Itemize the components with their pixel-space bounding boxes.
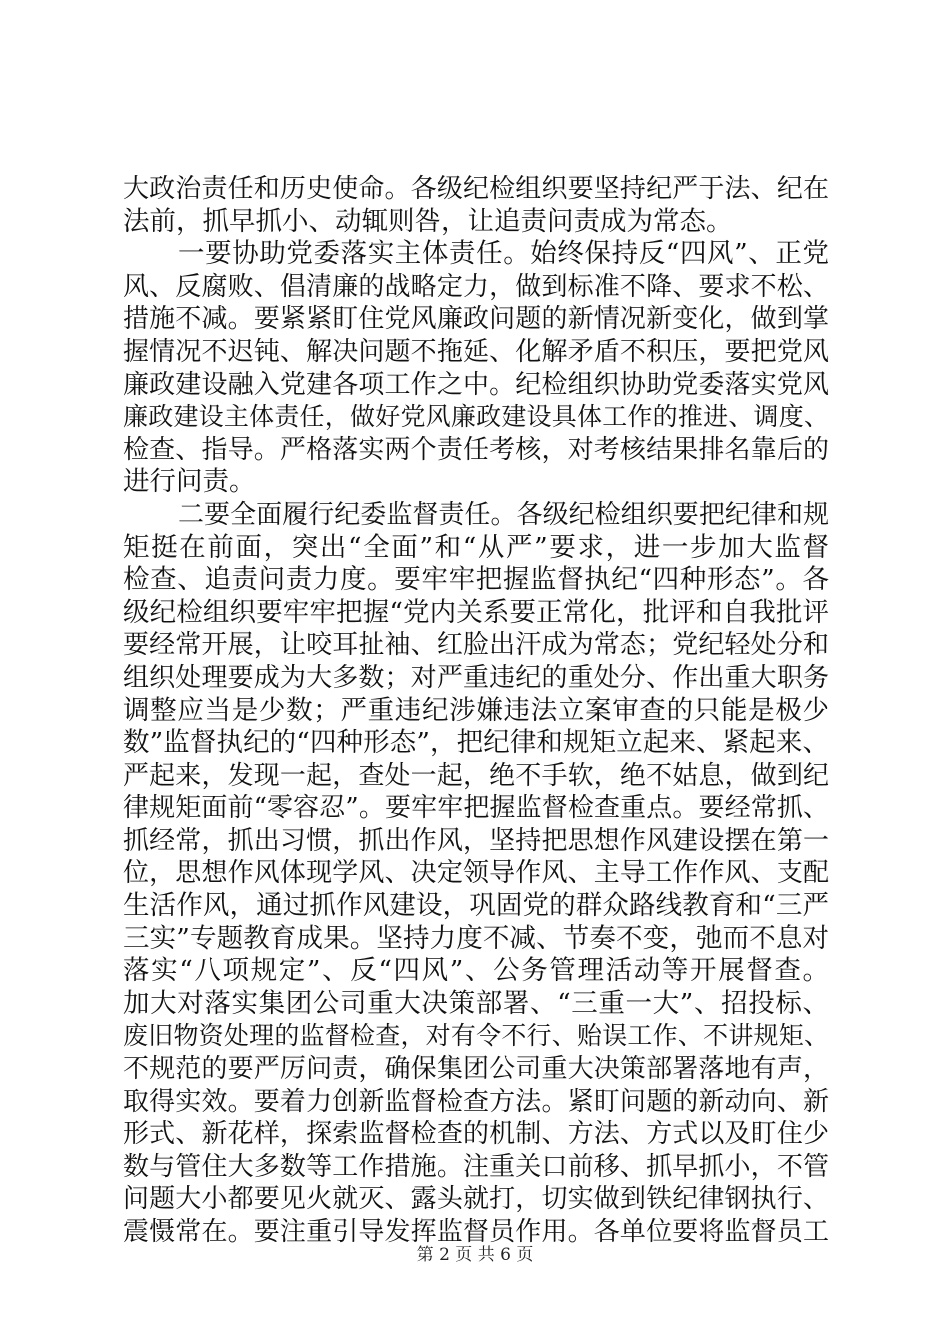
text-line: 组织处理要成为大多数；对严重违纪的重处分、作出重大职务: [123, 662, 829, 693]
text-line: 三实”专题教育成果。坚持力度不减、节奏不变，弛而不息对: [123, 922, 829, 954]
text-line: 位，思想作风体现学风、决定领导作风、主导工作作风、支配: [123, 858, 829, 889]
text-line: 二要全面履行纪委监督责任。各级纪检组织要把纪律和规: [178, 499, 829, 530]
text-line: 调整应当是少数；严重违纪涉嫌违法立案审查的只能是极少: [123, 694, 829, 726]
text-line: 检查、追责问责力度。要牢牢把握监督执纪“四种形态”。各: [123, 564, 829, 596]
text-line: 握情况不迟钝、解决问题不拖延、化解矛盾不积压，要把党风: [123, 336, 829, 367]
text-line: 问题大小都要见火就灭、露头就打，切实做到铁纪律钢执行、: [123, 1184, 829, 1215]
text-line: 律规矩面前“零容忍”。要牢牢把握监督检查重点。要经常抓、: [123, 793, 829, 824]
text-line: 法前，抓早抓小、动辄则咎，让追责问责成为常态。: [123, 205, 733, 237]
text-line: 矩挺在前面，突出“全面”和“从严”要求，进一步加大监督: [123, 531, 829, 563]
text-line: 废旧物资处理的监督检查，对有令不行、贻误工作、不讲规矩、: [123, 1021, 829, 1051]
text-line: 廉政建设主体责任，做好党风廉政建设具体工作的推进、调度、: [123, 402, 829, 432]
text-line: 数”监督执纪的“四种形态”，把纪律和规矩立起来、紧起来、: [123, 727, 829, 759]
text-line: 震慑常在。要注重引导发挥监督员作用。各单位要将监督员工: [123, 1217, 829, 1247]
page-number-footer: 第 2 页 共 6 页: [416, 1245, 534, 1265]
text-line: 不规范的要严厉问责，确保集团公司重大决策部署落地有声，: [123, 1054, 829, 1085]
text-line: 取得实效。要着力创新监督检查方法。紧盯问题的新动向、新: [123, 1086, 829, 1117]
text-line: 措施不减。要紧紧盯住党风廉政问题的新情况新变化，做到掌: [123, 304, 829, 335]
text-line: 廉政建设融入党建各项工作之中。纪检组织协助党委落实党风: [123, 369, 829, 400]
text-line: 检查、指导。严格落实两个责任考核，对考核结果排名靠后的: [123, 434, 829, 465]
body-text: [123, 173, 829, 1249]
text-line: 严起来，发现一起，查处一起，绝不手软，绝不姑息，做到纪: [123, 760, 829, 791]
text-line: 要经常开展，让咬耳扯袖、红脸出汗成为常态；党纪轻处分和: [123, 630, 829, 661]
text-line: 级纪检组织要牢牢把握“党内关系要正常化，批评和自我批评: [123, 596, 829, 628]
text-line: 落实“八项规定”、反“四风”、公务管理活动等开展督查。: [123, 955, 829, 987]
text-line: 一要协助党委落实主体责任。始终保持反“四风”、正党: [178, 238, 829, 270]
text-line: 风、反腐败、倡清廉的战略定力，做到标准不降、要求不松、: [123, 271, 829, 302]
text-line: 大政治责任和历史使命。各级纪检组织要坚持纪严于法、纪在: [123, 174, 829, 204]
text-line: 抓经常，抓出习惯，抓出作风，坚持把思想作风建设摆在第一: [123, 825, 829, 856]
text-line: 加大对落实集团公司重大决策部署、“三重一大”、招投标、: [123, 987, 829, 1019]
text-line: 数与管住大多数等工作措施。注重关口前移、抓早抓小，不管: [123, 1151, 829, 1182]
text-line: 形式、新花样，探索监督检查的机制、方法、方式以及盯住少: [123, 1119, 829, 1150]
text-line: 进行问责。: [123, 466, 256, 498]
text-line: 生活作风，通过抓作风建设，巩固党的群众路线教育和“三严: [123, 890, 829, 922]
